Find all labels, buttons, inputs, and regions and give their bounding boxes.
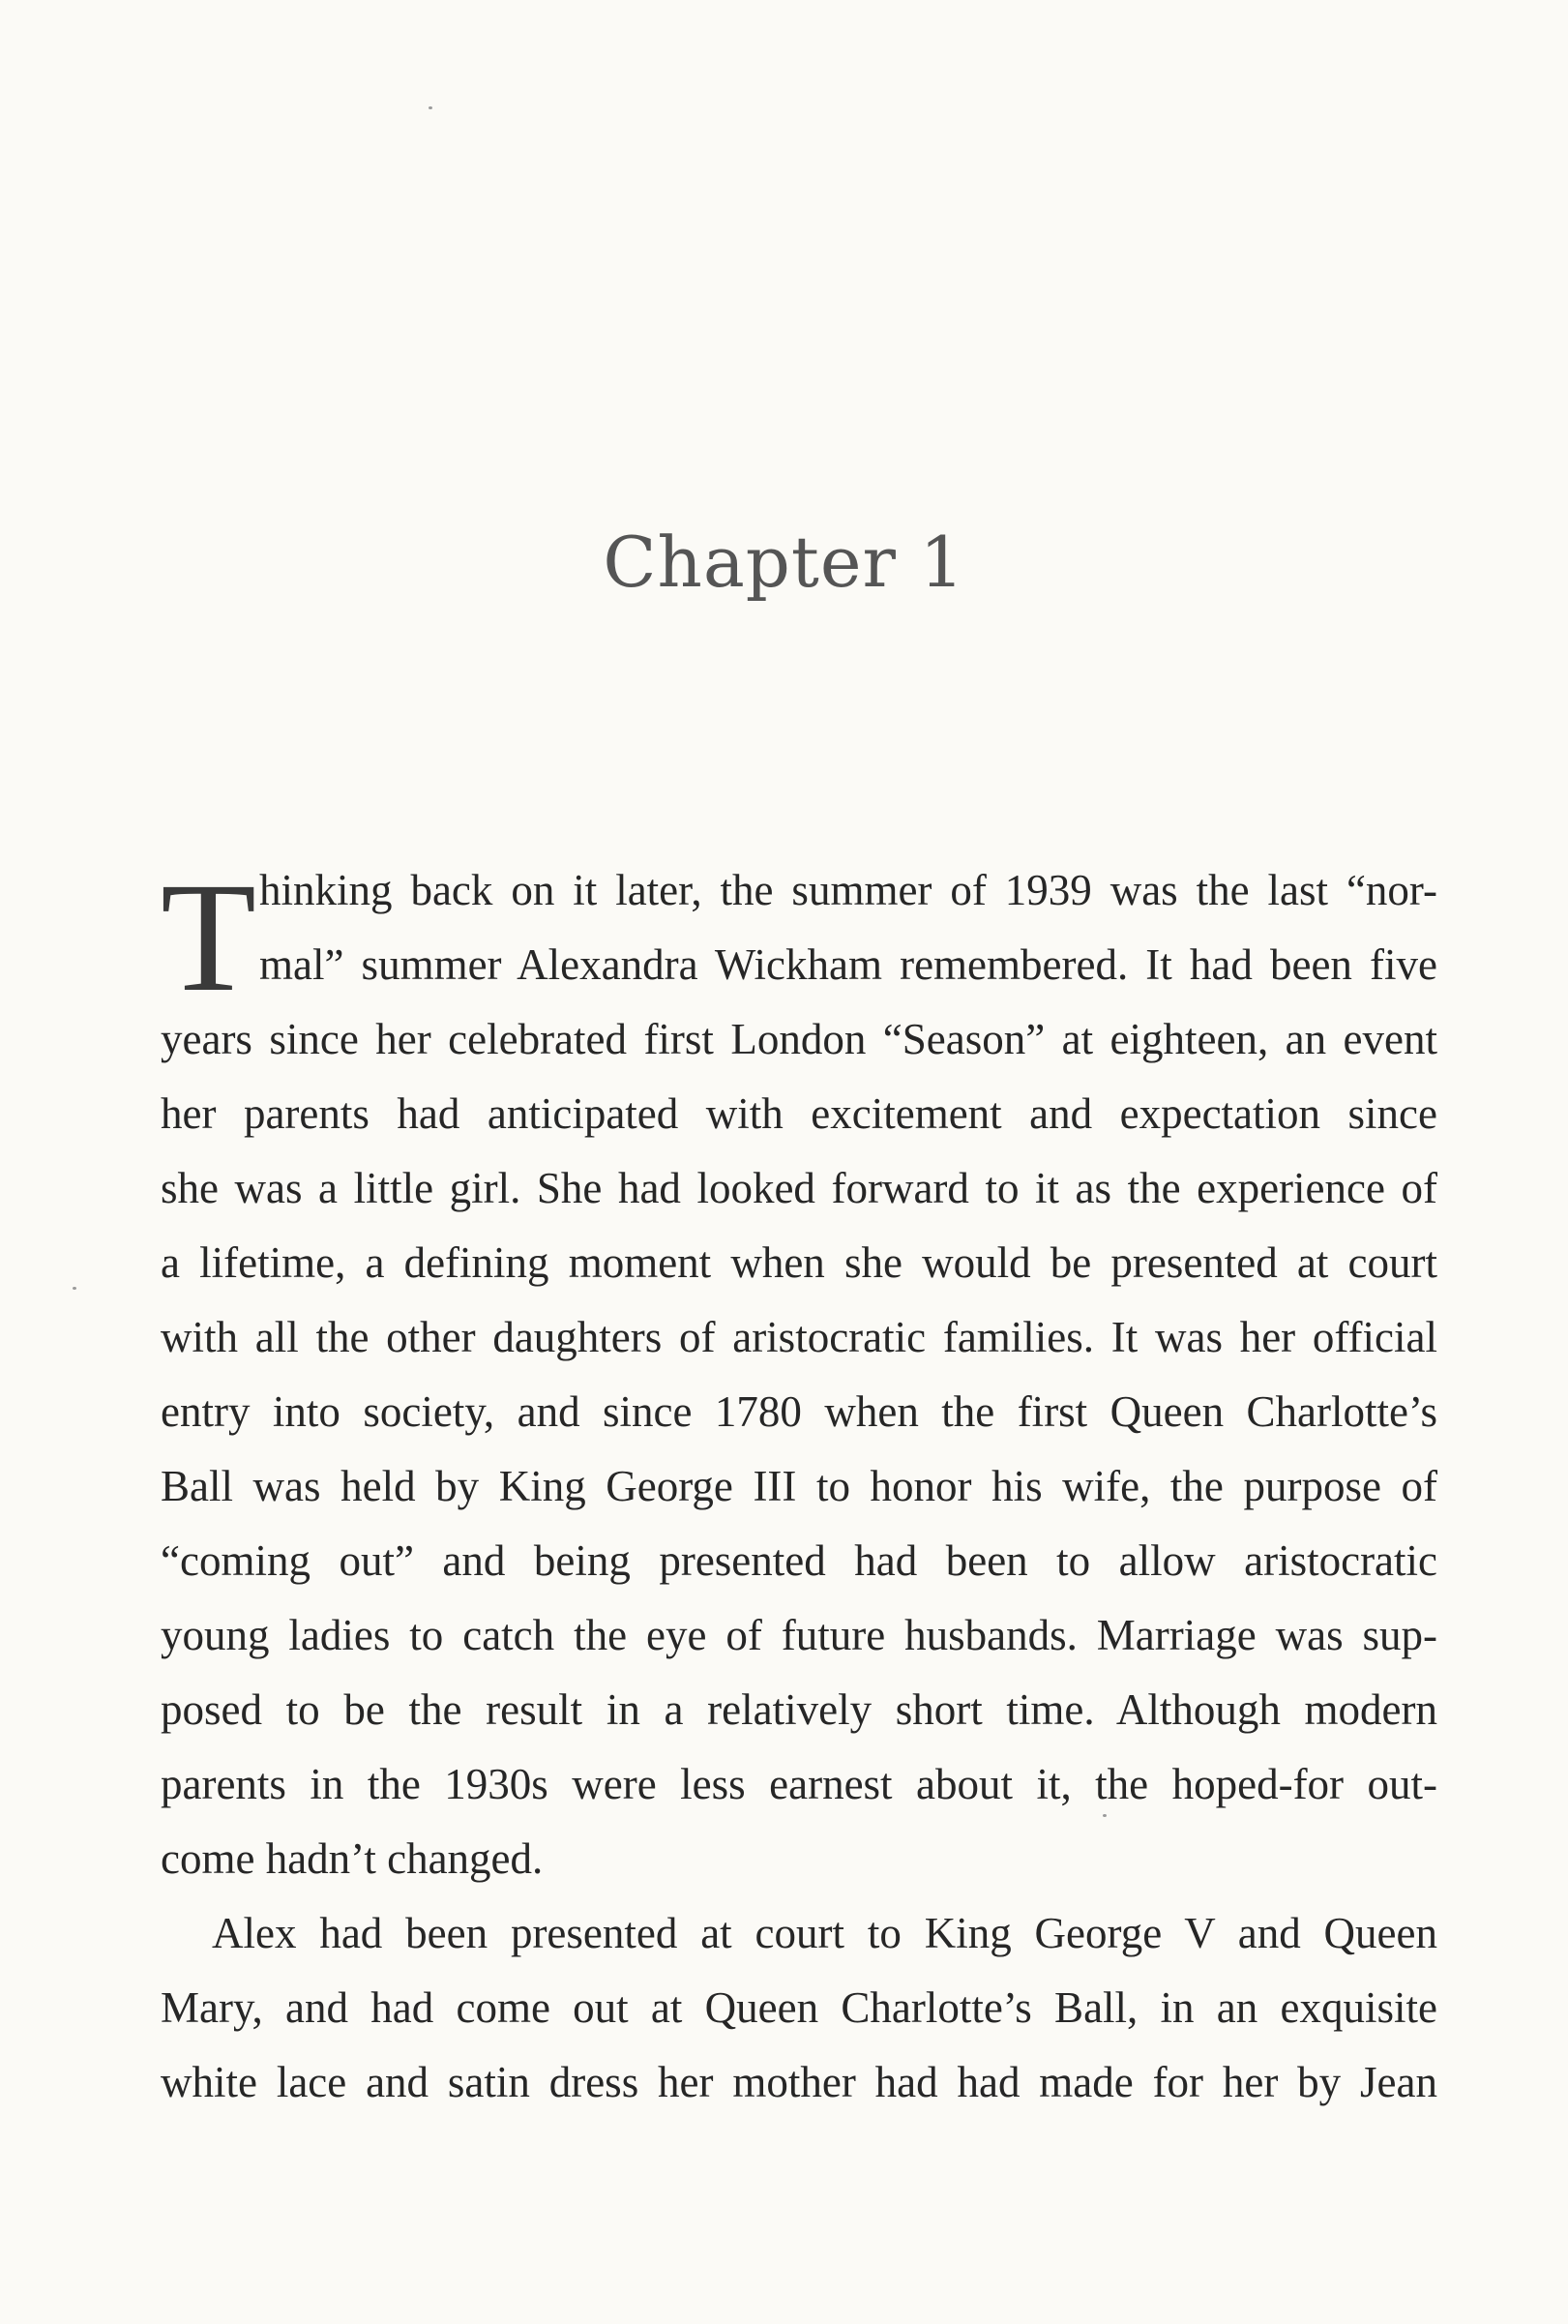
- chapter-title: Chapter 1: [603, 521, 965, 603]
- paragraph-line: her parents had anticipated with excitement and expectation since: [161, 1089, 1437, 1138]
- paragraph-line: come hadn’t changed.: [161, 1834, 544, 1883]
- paragraph-line: mal” summer Alexandra Wickham remembered. It had been five: [259, 940, 1437, 989]
- paragraph-line: Mary, and had come out at Queen Charlotte’s Ball, in an exquisite: [161, 1983, 1437, 2032]
- paragraph-line: Alex had been presented at court to King George V and Queen: [212, 1909, 1437, 1957]
- paragraph-line: white lace and satin dress her mother had had made for her by Jean: [161, 2058, 1437, 2106]
- body-text: [161, 853, 1437, 2120]
- paragraph-line: parents in the 1930s were less earnest about it, the hoped-for out-: [161, 1760, 1437, 1808]
- paragraph-line: posed to be the result in a relatively short time. Although modern: [161, 1685, 1437, 1734]
- paragraph-line: with all the other daughters of aristocratic families. It was her official: [161, 1313, 1437, 1361]
- paragraph-line: years since her celebrated first London “Season” at eighteen, an event: [161, 1015, 1437, 1063]
- paragraph-line: entry into society, and since 1780 when the first Queen Charlotte’s: [161, 1387, 1437, 1436]
- paragraph-line: “coming out” and being presented had been to allow aristocratic: [161, 1536, 1437, 1585]
- drop-cap: T: [161, 851, 256, 1025]
- paragraph-line: young ladies to catch the eye of future husbands. Marriage was sup-: [161, 1611, 1437, 1659]
- paper-speck: [429, 106, 432, 109]
- paragraph-line: Ball was held by King George III to honor his wife, the purpose of: [161, 1462, 1437, 1510]
- paragraph-line: hinking back on it later, the summer of 1939 was the last “nor-: [259, 866, 1437, 914]
- paragraph-line: she was a little girl. She had looked forward to it as the experience of: [161, 1164, 1437, 1212]
- paper-speck: [73, 1287, 76, 1290]
- paragraph-line: a lifetime, a defining moment when she would be presented at court: [161, 1238, 1437, 1287]
